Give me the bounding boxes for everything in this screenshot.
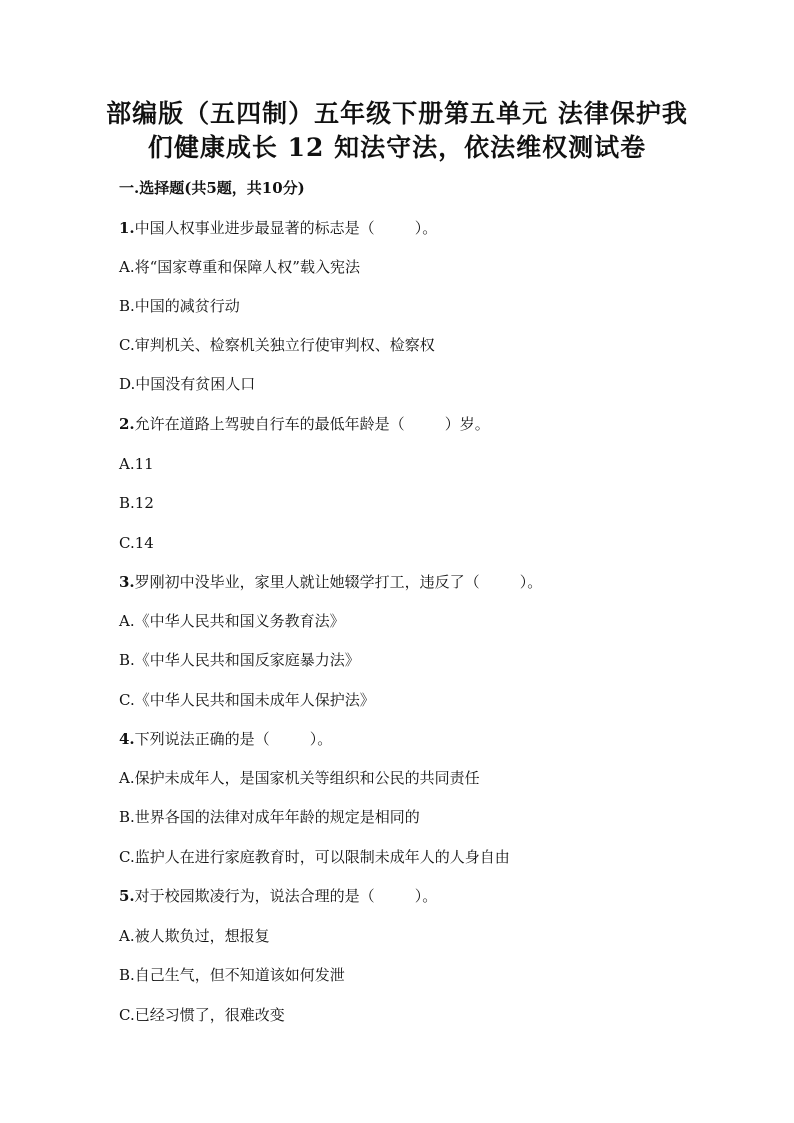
question-5	[119, 886, 437, 906]
question-2-option-c: C.14	[119, 534, 154, 552]
question-1-option-b: B.中国的减贫行动	[119, 297, 240, 315]
question-1-option-a: A.将“国家尊重和保障人权”载入宪法	[119, 258, 360, 276]
question-text-end: ）。	[414, 219, 438, 237]
question-text-end: ）岁。	[444, 415, 490, 433]
section-heading: 一.选择题(共5题，共10分)	[119, 179, 305, 197]
question-text-end: ）。	[414, 887, 438, 905]
question-number: 5.	[119, 887, 135, 905]
question-text-end: ）。	[309, 730, 333, 748]
question-4	[119, 729, 332, 749]
question-5-option-a: A.被人欺负过，想报复	[119, 927, 270, 945]
question-3-option-b: B.《中华人民共和国反家庭暴力法》	[119, 651, 360, 669]
question-3-option-c: C.《中华人民共和国未成年人保护法》	[119, 691, 375, 709]
question-4-option-a: A.保护未成年人，是国家机关等组织和公民的共同责任	[119, 769, 480, 787]
question-number: 3.	[119, 573, 135, 591]
question-1-option-d: D.中国没有贫困人口	[119, 375, 256, 393]
question-5-option-b: B.自己生气，但不知道该如何发泄	[119, 966, 345, 984]
question-2-option-a: A.11	[119, 455, 154, 473]
question-1	[119, 218, 437, 238]
question-number: 2.	[119, 415, 135, 433]
question-4-option-c: C.监护人在进行家庭教育时，可以限制未成年人的人身自由	[119, 848, 510, 866]
question-text-end: ）。	[519, 573, 543, 591]
document-title-line-1: 部编版（五四制）五年级下册第五单元 法律保护我	[106, 99, 688, 128]
question-text: 允许在道路上驾驶自行车的最低年龄是（	[134, 415, 405, 433]
question-number: 1.	[119, 219, 135, 237]
question-text: 下列说法正确的是（	[134, 730, 270, 748]
question-text: 对于校园欺凌行为，说法合理的是（	[134, 887, 375, 905]
question-5-option-c: C.已经习惯了，很难改变	[119, 1006, 285, 1024]
question-2	[119, 414, 490, 434]
question-3	[119, 572, 542, 592]
question-2-option-b: B.12	[119, 494, 154, 512]
question-4-option-b: B.世界各国的法律对成年年龄的规定是相同的	[119, 808, 420, 826]
question-text: 中国人权事业进步最显著的标志是（	[134, 219, 375, 237]
question-3-option-a: A.《中华人民共和国义务教育法》	[119, 612, 345, 630]
question-number: 4.	[119, 730, 135, 748]
document-title-line-2: 们健康成长 12 知法守法，依法维权测试卷	[147, 133, 647, 162]
question-1-option-c: C.审判机关、检察机关独立行使审判权、检察权	[119, 336, 435, 354]
question-text: 罗刚初中没毕业，家里人就让她辍学打工，违反了（	[134, 573, 480, 591]
